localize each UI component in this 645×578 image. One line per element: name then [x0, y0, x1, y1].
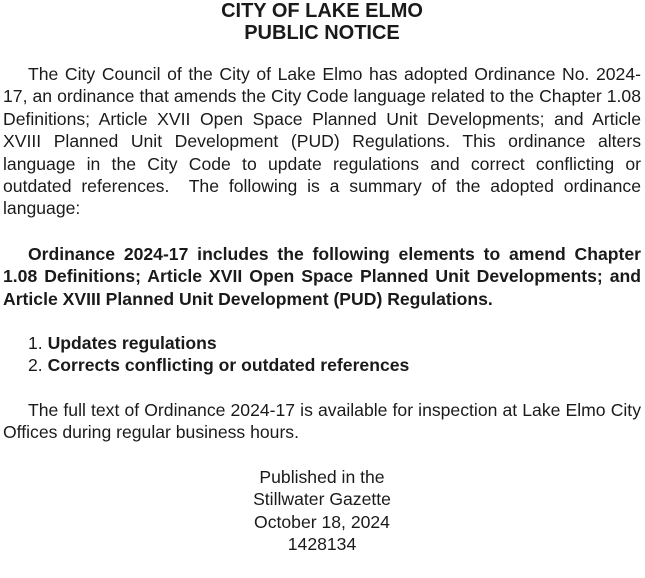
list-item [3, 354, 641, 376]
publication-footer [3, 466, 641, 556]
footer-publication-name: Stillwater Gazette [253, 489, 391, 510]
notice-title-line2: PUBLIC NOTICE [244, 22, 400, 44]
ordinance-summary-paragraph: Ordinance 2024-17 includes the following elements to amend Chapter 1.08 Definitions; Article XVII Open Space Planned Unit Developments; and Article XVIII Planned Unit Development (PUD) Regulations. [3, 243, 641, 309]
list-item-text: Corrects conflicting or outdated references [47, 355, 410, 376]
notice-header [3, 0, 641, 44]
list-item-number: 2. [28, 355, 43, 376]
list-item-text: Updates regulations [47, 333, 217, 354]
intro-paragraph: The City Council of the City of Lake Elmo has adopted Ordinance No. 2024-17, an ordinance that amends the City Code language related to the Chapter 1.08 Definitions; Article XVII Open Space Planned Unit Developments; and Article XVIII Planned Unit Development (PUD) Regulations. This ordinance alters language in the City Code to update regulations and correct conflicting or outdated references. The following is a summary of the adopted ordinance language: [3, 64, 641, 219]
footer-notice-number: 1428134 [287, 533, 357, 554]
list-item-number: 1. [28, 333, 43, 354]
notice-title-line1: CITY OF LAKE ELMO [221, 0, 423, 22]
availability-paragraph: The full text of Ordinance 2024-17 is available for inspection at Lake Elmo City Offices during regular business hours. [3, 399, 641, 443]
list-item [3, 332, 641, 354]
ordinance-elements-list [3, 332, 641, 377]
footer-published-in: Published in the [259, 466, 385, 487]
footer-publication-date: October 18, 2024 [254, 511, 390, 532]
